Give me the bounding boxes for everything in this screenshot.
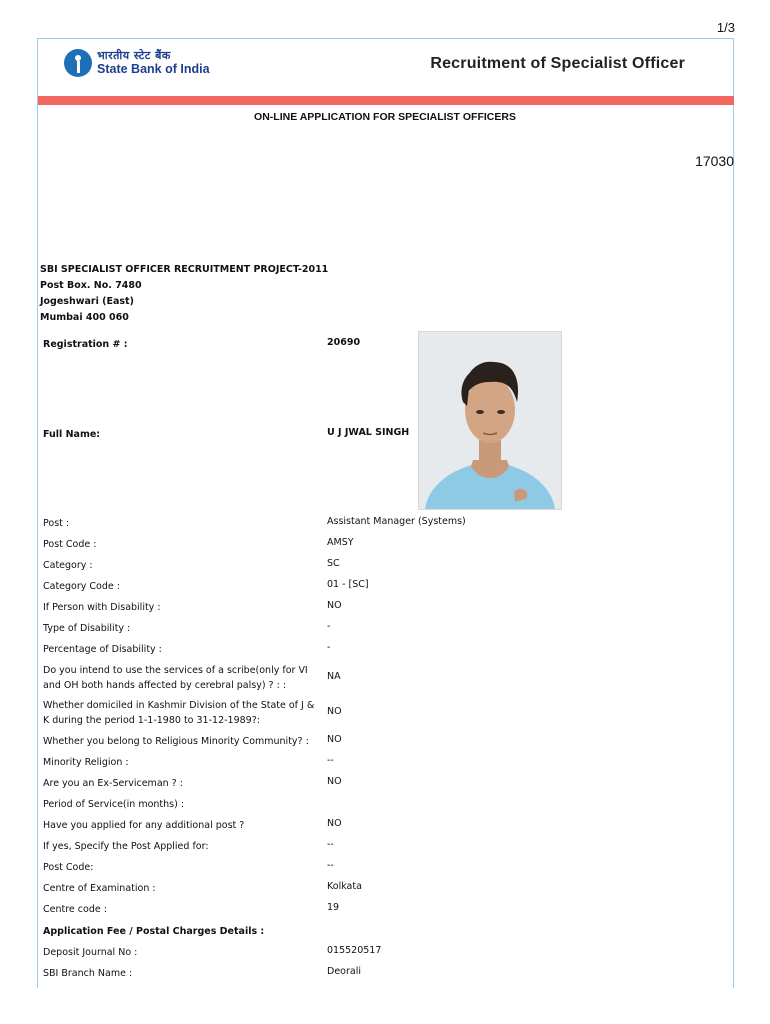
application-number: 17030 — [695, 153, 734, 169]
field-label: Minority Religion : — [43, 757, 129, 768]
field-value: NA — [327, 671, 341, 682]
field-value: NO — [327, 600, 342, 611]
field-label: If Person with Disability : — [43, 602, 161, 613]
field-label: Category : — [43, 560, 93, 571]
field-value: -- — [327, 860, 334, 871]
applicant-photo — [418, 331, 562, 510]
field-label: Type of Disability : — [43, 623, 131, 634]
field-value: 015520517 — [327, 945, 382, 956]
field-value: NO — [327, 734, 342, 745]
field-label: Have you applied for any additional post ? — [43, 820, 245, 831]
full-name-value: U J JWAL SINGH — [327, 427, 410, 438]
field-label: Deposit Journal No : — [43, 947, 138, 958]
field-value: Kolkata — [327, 881, 362, 892]
address-line-3: Jogeshwari (East) — [40, 296, 134, 307]
full-name-label: Full Name: — [43, 429, 101, 440]
field-label: Are you an Ex-Serviceman ? : — [43, 778, 183, 789]
header — [38, 39, 733, 96]
field-value: -- — [327, 755, 334, 766]
field-value: - — [327, 621, 331, 632]
registration-value: 20690 — [327, 337, 361, 348]
field-value: NO — [327, 818, 342, 829]
field-label: Percentage of Disability : — [43, 644, 162, 655]
field-label: Post : — [43, 518, 70, 529]
field-label: Centre code : — [43, 904, 107, 915]
main-heading: ON-LINE APPLICATION FOR SPECIALIST OFFICERS — [254, 111, 516, 123]
field-label: Do you intend to use the services of a scribe(only for VI and OH both hands affected by cerebral palsy) ? : : — [43, 665, 308, 691]
field-value: - — [327, 642, 331, 653]
logo-english-text: State Bank of India — [97, 62, 210, 77]
field-label: Post Code : — [43, 539, 97, 550]
field-value: 01 - [SC] — [327, 579, 369, 590]
field-value: Deorali — [327, 966, 361, 977]
section-heading-fee: Application Fee / Postal Charges Details : — [43, 926, 265, 937]
sbi-logo — [64, 49, 210, 77]
registration-label: Registration # : — [43, 339, 128, 350]
field-value: Assistant Manager (Systems) — [327, 516, 466, 527]
field-value: 19 — [327, 902, 340, 913]
field-label: SBI Branch Name : — [43, 968, 133, 979]
field-label: Whether domiciled in Kashmir Division of the State of J & K during the period 1-1-1980 to 31-12-1989?: — [43, 700, 315, 726]
field-value: NO — [327, 706, 342, 717]
header-title: Recruitment of Specialist Officer — [430, 55, 685, 72]
sbi-keyhole-icon — [64, 49, 92, 77]
logo-hindi-text: भारतीय स्टेट बैंक — [97, 49, 171, 63]
address-line-1: SBI SPECIALIST OFFICER RECRUITMENT PROJECT-2011 — [40, 264, 329, 275]
field-label: Period of Service(in months) : — [43, 799, 185, 810]
field-label: Post Code: — [43, 862, 94, 873]
address-line-4: Mumbai 400 060 — [40, 312, 129, 323]
field-value: -- — [327, 839, 334, 850]
field-label: Whether you belong to Religious Minority Community? : — [43, 736, 309, 747]
field-value: NO — [327, 776, 342, 787]
field-label: Centre of Examination : — [43, 883, 156, 894]
field-label: Category Code : — [43, 581, 120, 592]
address-line-2: Post Box. No. 7480 — [40, 280, 142, 291]
field-value: SC — [327, 558, 340, 569]
page-number: 1/3 — [716, 20, 735, 35]
applicant-photo-image — [419, 332, 561, 509]
header-divider — [38, 96, 734, 105]
field-label: If yes, Specify the Post Applied for: — [43, 841, 209, 852]
field-value: AMSY — [327, 537, 354, 548]
